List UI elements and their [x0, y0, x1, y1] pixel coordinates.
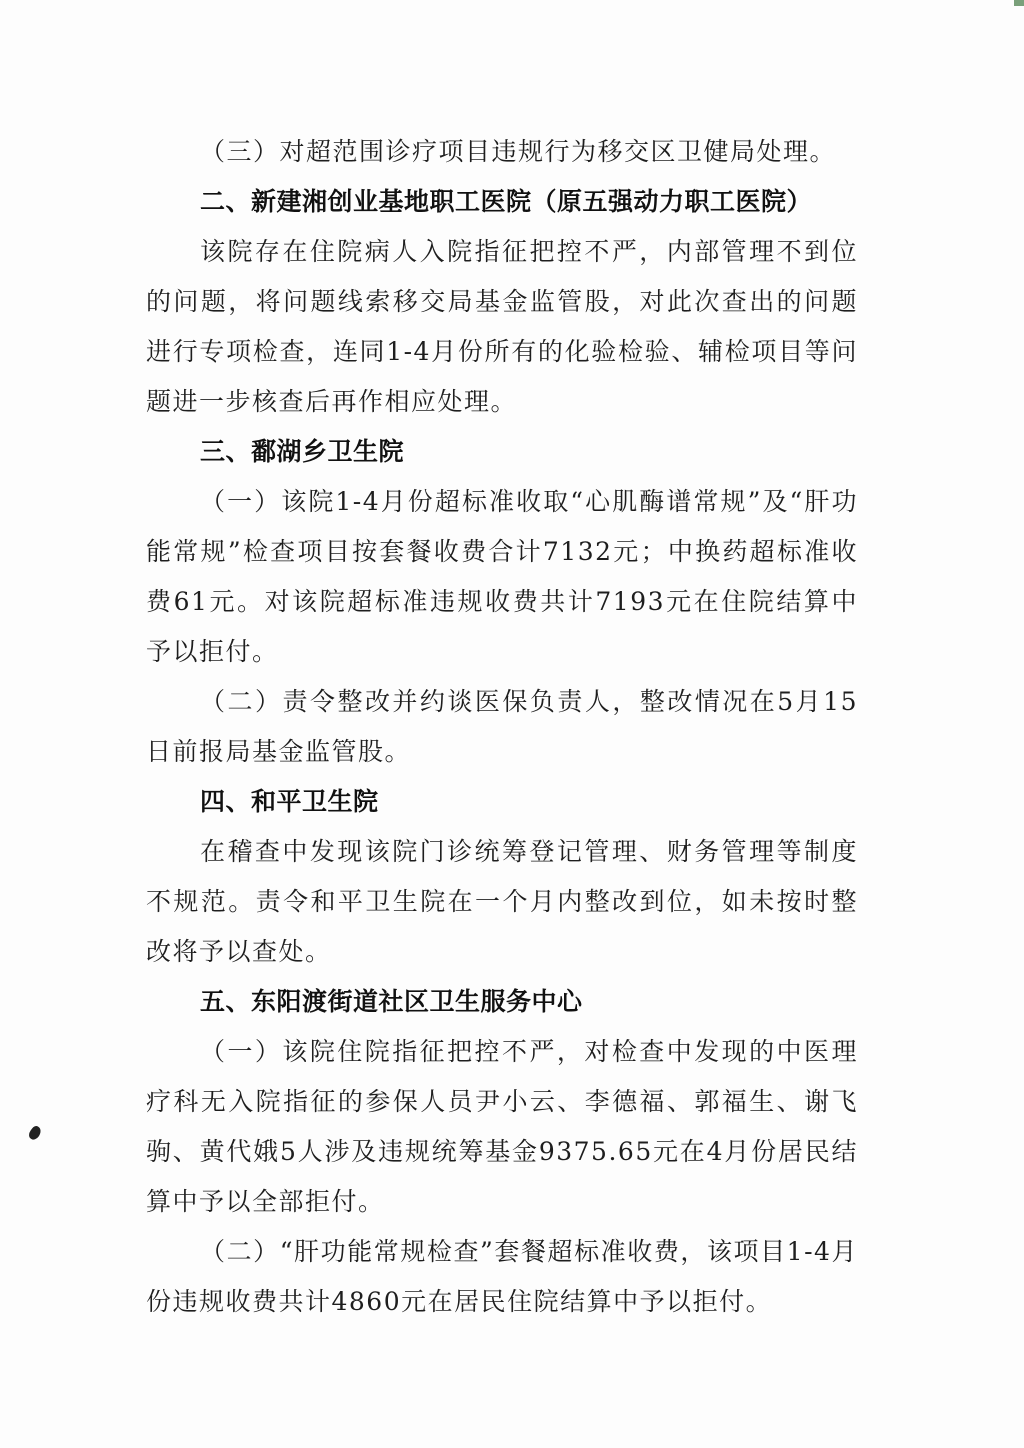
- paragraph-section-3-item-2: （二）责令整改并约谈医保负责人，整改情况在5月15日前报局基金监管股。: [146, 687, 858, 766]
- scan-edge-mark: [1014, 0, 1024, 6]
- paragraph-section-2: 该院存在住院病人入院指征把控不严，内部管理不到位的问题，将问题线索移交局基金监管股，对此次查出的问题进行专项检查，连同1-4月份所有的化验检验、辅检项目等问题进一步核查后再作相应处理。: [146, 237, 858, 416]
- paragraph-section-3-item-1: （一）该院1-4月份超标准收取“心肌酶谱常规”及“肝功能常规”检查项目按套餐收费合计7132元；中换药超标准收费61元。对该院超标准违规收费共计7193元在住院结算中予以拒付。: [146, 487, 858, 666]
- paragraph-section-4: 在稽查中发现该院门诊统筹登记管理、财务管理等制度不规范。责令和平卫生院在一个月内整改到位，如未按时整改将予以查处。: [146, 837, 858, 966]
- section-heading-3: 三、鄱湖乡卫生院: [200, 437, 405, 466]
- document-body: [146, 127, 858, 1327]
- section-heading-5: 五、东阳渡街道社区卫生服务中心: [200, 987, 583, 1016]
- section-heading-2: 二、新建湘创业基地职工医院（原五强动力职工医院）: [200, 187, 813, 216]
- paragraph-referral: （三）对超范围诊疗项目违规行为移交区卫健局处理。: [200, 137, 837, 166]
- paragraph-section-5-item-1: （一）该院住院指征把控不严，对检查中发现的中医理疗科无入院指征的参保人员尹小云、李德福、郭福生、谢飞驹、黄代娥5人涉及违规统筹基金9375.65元在4月份居民结算中予以全部拒付。: [146, 1037, 858, 1216]
- ink-speck: [27, 1124, 43, 1141]
- section-heading-4: 四、和平卫生院: [200, 787, 379, 816]
- paragraph-section-5-item-2: （二）“肝功能常规检查”套餐超标准收费，该项目1-4月份违规收费共计4860元在居民住院结算中予以拒付。: [146, 1237, 858, 1316]
